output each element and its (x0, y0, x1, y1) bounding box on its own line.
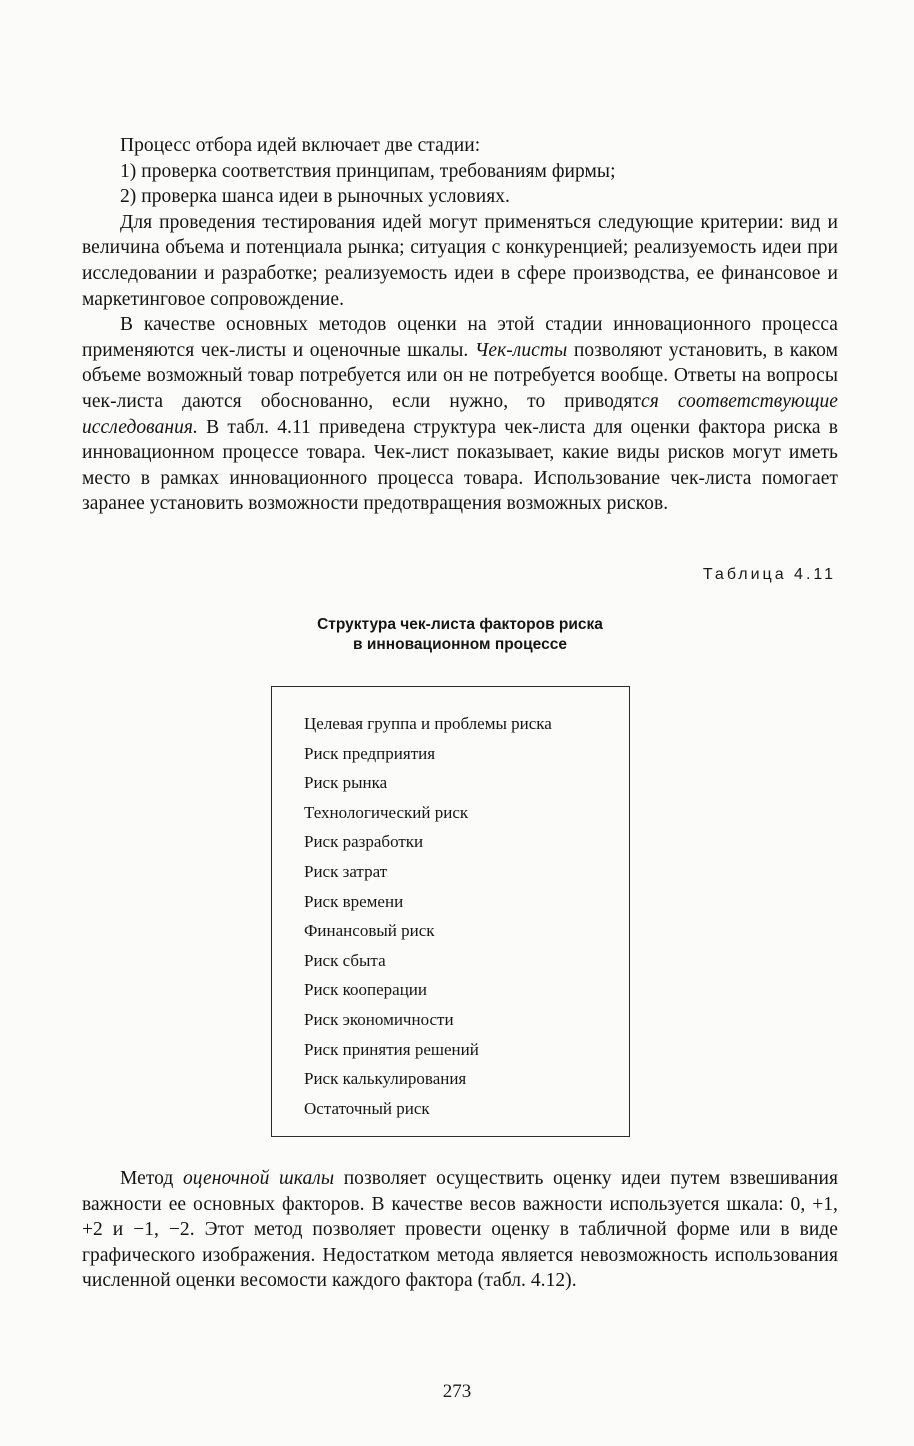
risk-item: Целевая группа и проблемы риска (304, 714, 552, 733)
risk-item: Риск экономичности (304, 1009, 454, 1029)
table-title-line-2: в инновационном процессе (353, 636, 567, 653)
risk-item: Технологический риск (304, 802, 469, 822)
top-text-block (82, 133, 838, 517)
risk-item: Риск времени (304, 891, 404, 911)
table-title (82, 615, 838, 655)
page-number: 273 (442, 1381, 472, 1402)
scale-paragraph (82, 1166, 838, 1294)
methods-text-1: В качестве основных методов оценки на этой стадии инновационного процесса применяются чек-листы и оценочные шкалы. (82, 314, 838, 361)
risk-checklist-box (271, 686, 630, 1137)
bottom-text-block (82, 1166, 838, 1294)
table-caption: Таблица 4.11 (702, 566, 836, 583)
stage-2-item: 2) проверка шанса идеи в рыночных условиях. (120, 186, 510, 208)
table-title-line-1: Структура чек-листа факторов риска (317, 616, 603, 633)
risk-item: Остаточный риск (304, 1098, 430, 1118)
scale-text-1: Метод (120, 1168, 183, 1189)
risk-item: Риск разработки (304, 832, 424, 852)
methods-term-checklists: Чек-листы (474, 339, 568, 361)
risk-item: Риск затрат (304, 861, 388, 881)
methods-italic-research: ся соответствующие исследования. (82, 390, 838, 438)
risk-item: Риск предприятия (304, 743, 436, 763)
risk-item: Риск рынка (304, 773, 388, 793)
methods-text-3: В табл. 4.11 приведена структура чек-листа для оценки фактора риска в инновационном процессе товара. Чек-лист показывает, какие виды рисков могут иметь место в рамках инновационного процесса товара. Использование чек-листа помогает заранее установить возможности предотвращения возможных рисков. (82, 416, 838, 515)
stage-1-item: 1) проверка соответствия принципам, требованиям фирмы; (120, 160, 616, 182)
risk-list (304, 709, 552, 1123)
intro-paragraph: Процесс отбора идей включает две стадии: (120, 135, 481, 156)
risk-item: Риск кооперации (304, 980, 427, 1000)
risk-item: Риск сбыта (304, 950, 386, 970)
methods-paragraph (82, 312, 838, 517)
scale-term: оценочной шкалы (182, 1168, 335, 1189)
methods-text-2: позволяют установить, в каком объеме возможный товар потребуется или он не потребуется вообще. Ответы на вопросы чек-листа даются обоснованно, если нужно, то приводят (82, 339, 838, 412)
scale-text-2: позволяет осуществить оценку идеи путем взвешивания важности ее основных факторов. В качестве весов важности используется шкала: 0, +1, +2 и −1, −2. Этот метод позволяет провести оценку в табличной форме или в виде графического изображения. Недостатком метода является невозможность использования численной оценки весомости каждого фактора (табл. 4.12). (82, 1168, 838, 1292)
risk-item: Риск калькулирования (304, 1069, 467, 1089)
criteria-paragraph: Для проведения тестирования идей могут применяться следующие критерии: вид и величина объема и потенциала рынка; ситуация с конкуренцией; реализуемость идеи при исследовании и разработке; реализуемость идеи в сфере производства, ее финансовое и маркетинговое сопровождение. (82, 211, 838, 310)
risk-item: Риск принятия решений (304, 1039, 479, 1059)
risk-item: Финансовый риск (304, 921, 435, 941)
